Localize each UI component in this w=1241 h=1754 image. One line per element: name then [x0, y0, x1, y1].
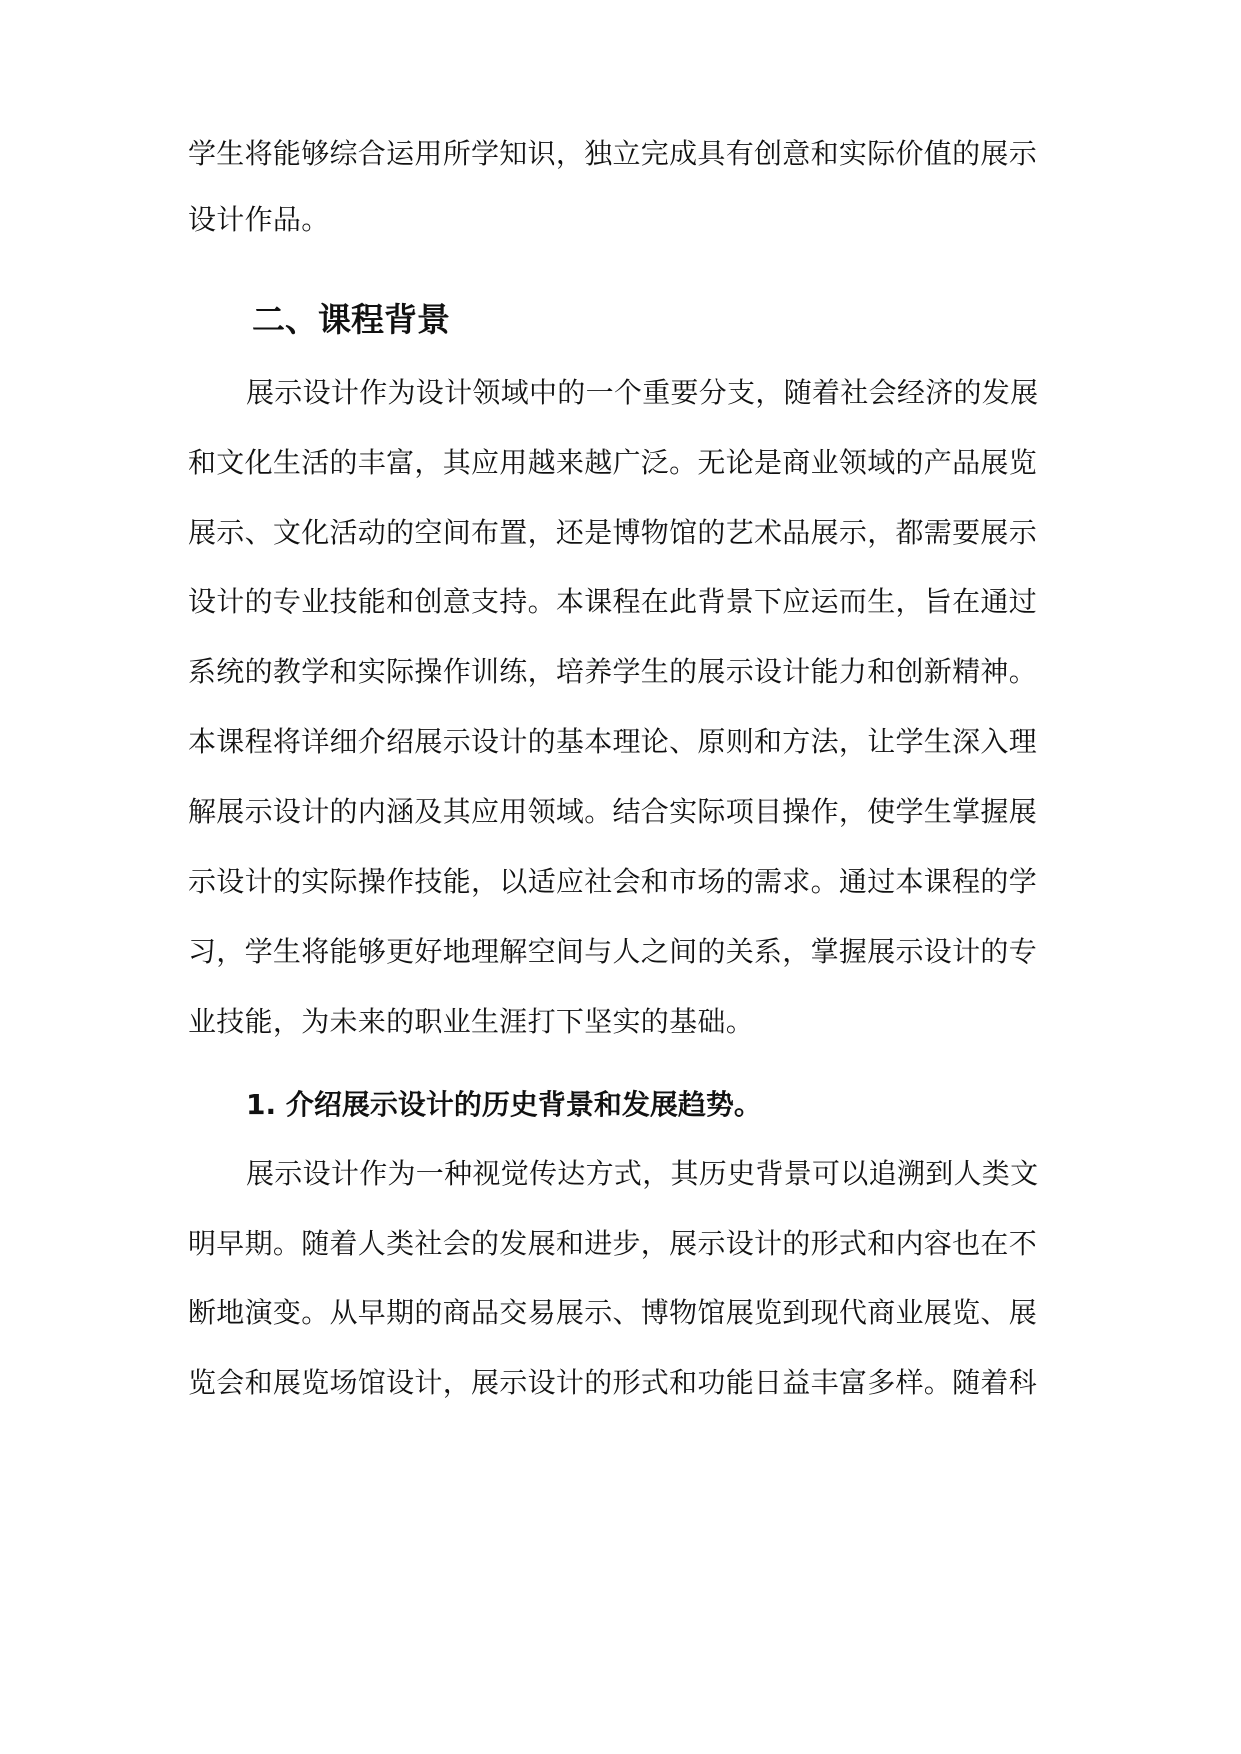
subsection-heading-history: 1. 介绍展示设计的历史背景和发展趋势。	[246, 1088, 762, 1121]
subsection1-line-3: 断地演变。从早期的商品交易展示、博物馆展览到现代商业展览、展	[188, 1296, 1038, 1329]
section2-line-5: 系统的教学和实际操作训练，培养学生的展示设计能力和创新精神。	[188, 655, 1038, 688]
section2-line-3: 展示、文化活动的空间布置，还是博物馆的艺术品展示，都需要展示	[188, 516, 1038, 549]
section2-line-2: 和文化生活的丰富，其应用越来越广泛。无论是商业领域的产品展览	[188, 446, 1038, 479]
section2-line-10: 业技能，为未来的职业生涯打下坚实的基础。	[188, 1005, 755, 1038]
section2-line-7: 解展示设计的内涵及其应用领域。结合实际项目操作，使学生掌握展	[188, 795, 1038, 828]
subsection1-line-1: 展示设计作为一种视觉传达方式，其历史背景可以追溯到人类文	[246, 1157, 1039, 1190]
section2-line-6: 本课程将详细介绍展示设计的基本理论、原则和方法，让学生深入理	[188, 725, 1038, 758]
subsection1-line-4: 览会和展览场馆设计，展示设计的形式和功能日益丰富多样。随着科	[188, 1366, 1038, 1399]
intro-line-1: 学生将能够综合运用所学知识，独立完成具有创意和实际价值的展示	[188, 137, 1038, 170]
section2-line-9: 习，学生将能够更好地理解空间与人之间的关系，掌握展示设计的专	[188, 935, 1038, 968]
intro-line-2: 设计作品。	[188, 203, 330, 236]
subsection1-line-2: 明早期。随着人类社会的发展和进步，展示设计的形式和内容也在不	[188, 1227, 1038, 1260]
section2-line-8: 示设计的实际操作技能，以适应社会和市场的需求。通过本课程的学	[188, 865, 1038, 898]
section2-line-1: 展示设计作为设计领域中的一个重要分支，随着社会经济的发展	[246, 376, 1039, 409]
section-heading-course-background: 二、课程背景	[252, 300, 450, 339]
section2-line-4: 设计的专业技能和创意支持。本课程在此背景下应运而生，旨在通过	[188, 585, 1038, 618]
